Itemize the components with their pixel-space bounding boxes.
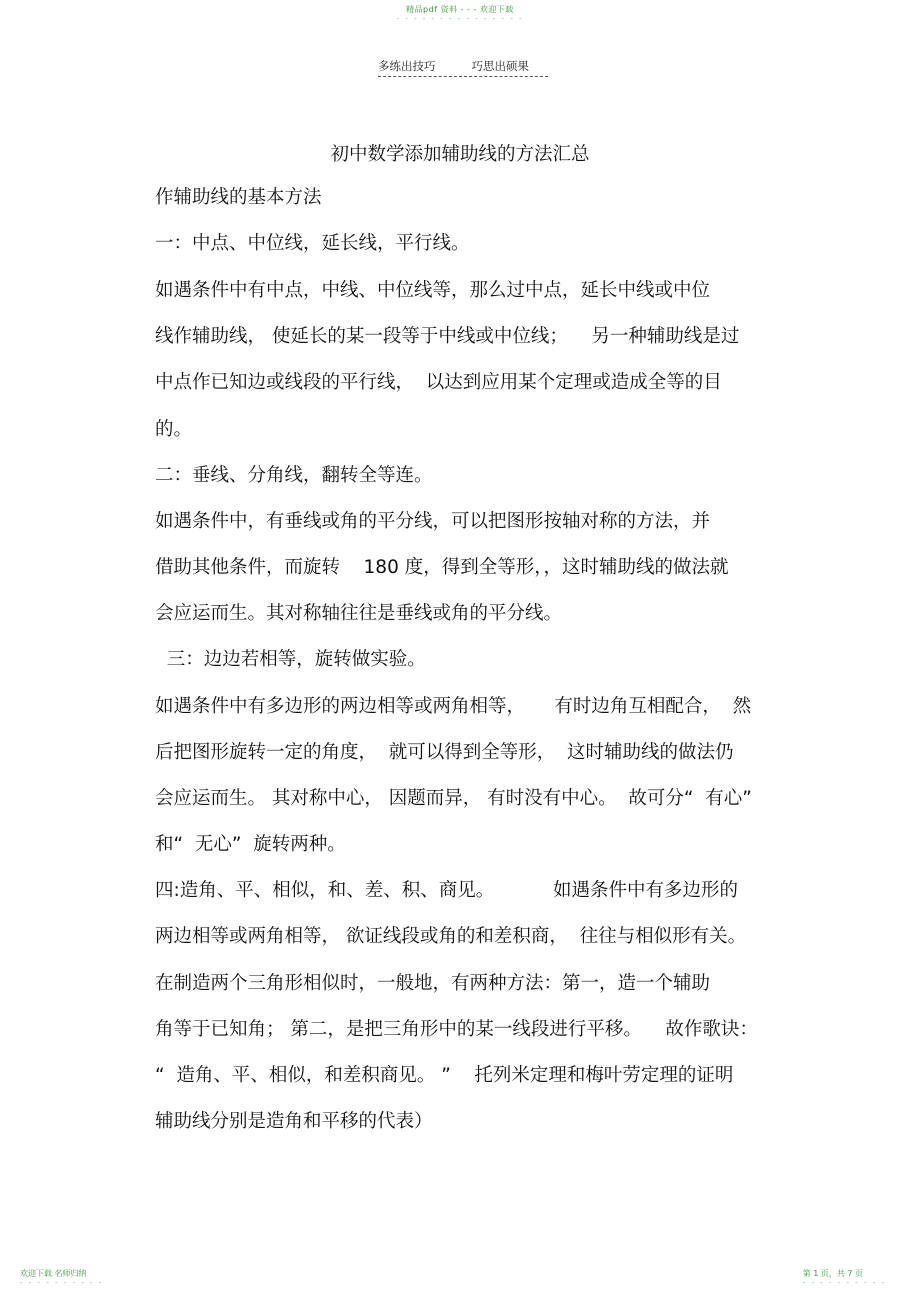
top-banner [0,4,920,23]
text-line: 后把图形旋转一定的角度， 就可以得到全等形， 这时辅助线的做法仍 [155,742,734,763]
motto-left: 多练出技巧 [378,59,436,73]
text-line: 如遇条件中有中点，中线、中位线等，那么过中点，延长中线或中位 [155,280,711,301]
text-line: 辅助线分别是造角和平移的代表） [155,1111,433,1132]
text-line: 中点作已知边或线段的平行线， 以达到应用某个定理或造成全等的目 [155,372,722,393]
document-title: 初中数学添加辅助线的方法汇总 [330,144,590,165]
motto-right: 巧思出硕果 [471,59,529,73]
footer-left [20,1268,103,1287]
text-line: 线作辅助线， 使延长的某一段等于中线或中位线； 另一种辅助线是过 [155,326,740,347]
motto-header [378,58,548,77]
text-line: 和“ 无心” 旋转两种。 [155,834,346,855]
text-line: “ 造角、平、相似，和差积商见。 ” 托列米定理和梅叶劳定理的证明 [155,1065,734,1086]
banner-dots: - - - - - - - - - - - - - - - [396,15,524,23]
text-line: 如遇条件中，有垂线或角的平分线，可以把图形按轴对称的方法，并 [155,511,711,532]
text-line: 作辅助线的基本方法 [155,187,322,208]
footer-left-text: 欢迎下载 名师归纳 [20,1269,87,1278]
text-line: 会应运而生。 其对称中心， 因题而异， 有时没有中心。 故可分“ 有心” [155,788,752,809]
text-line: 四:造角、平、相似，和、差、积、商见。 如遇条件中有多边形的 [155,880,739,901]
banner-text: 精品pdf 资料 - - - 欢迎下载 [406,5,514,14]
text-line: 借助其他条件，而旋转 180 度，得到全等形，，这时辅助线的做法就 [155,557,729,578]
text-line: 三：边边若相等，旋转做实验。 [155,649,426,670]
text-line: 会应运而生。其对称轴往往是垂线或角的平分线。 [155,603,563,624]
footer-left-dots: - - - - - - - - - - [20,1279,104,1287]
text-line: 两边相等或两角相等， 欲证线段或角的和差积商， 往往与相似形有关。 [155,926,747,947]
text-line: 角等于已知角； 第二，是把三角形中的某一线段进行平移。 故作歌诀： [155,1019,758,1040]
text-line: 在制造两个三角形相似时，一般地，有两种方法：第一，造一个辅助 [155,973,711,994]
text-line: 二：垂线、分角线，翻转全等连。 [155,465,433,486]
footer-right [803,1268,886,1287]
footer-right-dots: - - - - - - - - - - [802,1279,886,1287]
text-line: 一：中点、中位线，延长线，平行线。 [155,233,470,254]
text-line: 如遇条件中有多边形的两边相等或两角相等， 有时边角互相配合， 然 [155,696,752,717]
page-number: 第 1 页，共 7 页 [802,1269,864,1278]
text-line: 的。 [155,419,193,440]
